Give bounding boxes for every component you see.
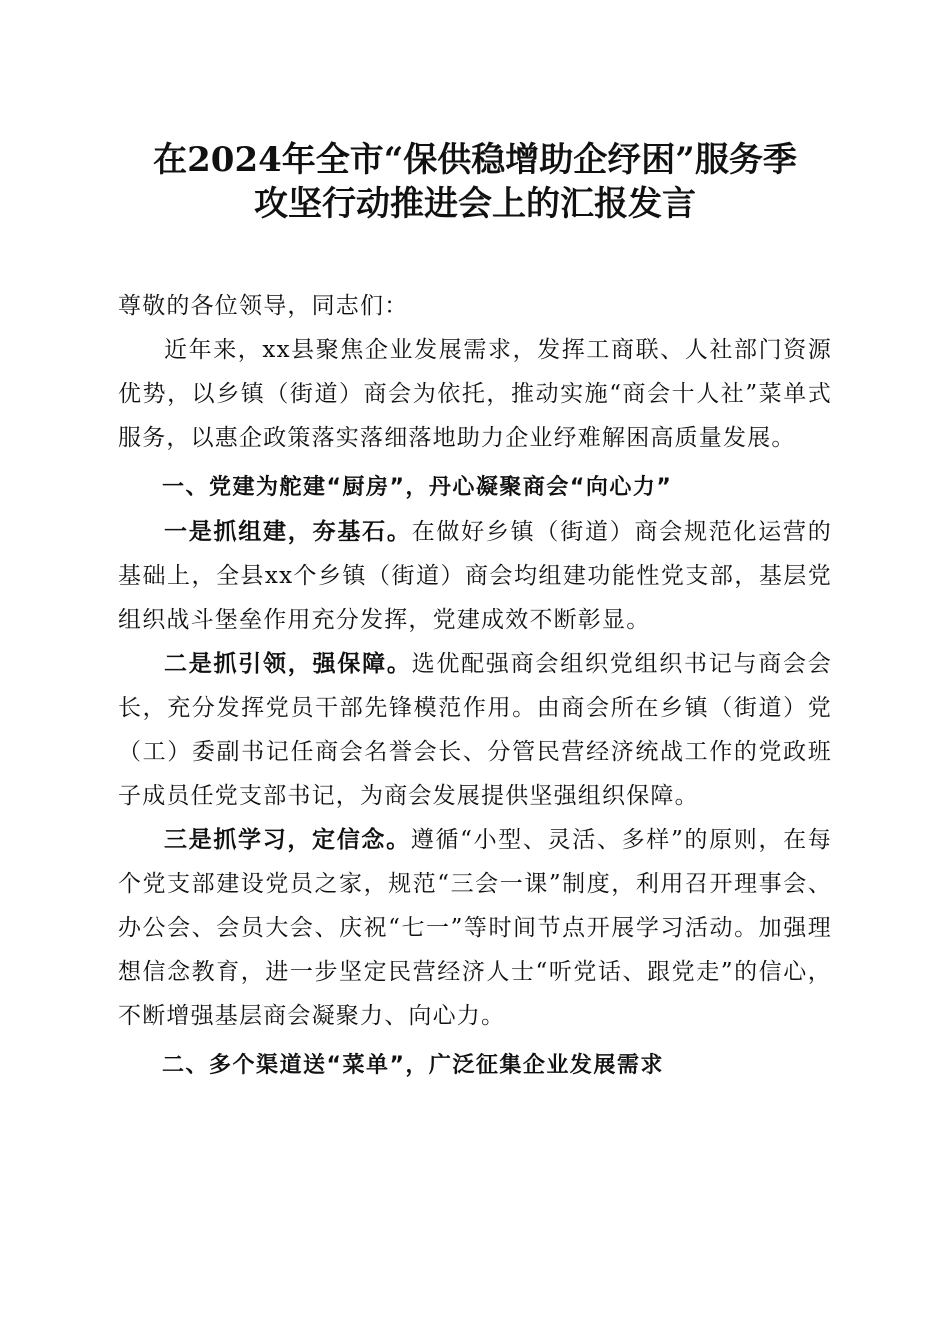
item-2-lead: 二是抓引领，强保障。 <box>164 650 412 677</box>
item-3-lead: 三是抓学习，定信念。 <box>164 826 411 853</box>
document-title <box>118 138 832 226</box>
item-3-text: 遵循“小型、灵活、多样”的原则，在每个党支部建设党员之家，规范“三会一课”制度，利用召开理事会、办公会、会员大会、庆祝“七一”等时间节点开展学习活动。加强理想信念教育，进一步坚定民营经济人士“听党话、跟党走”的信心，不断增强基层商会凝聚力、向心力。 <box>118 827 833 1029</box>
intro-paragraph: 近年来，xx县聚焦企业发展需求，发挥工商联、人社部门资源优势，以乡镇（街道）商会为依托，推动实施“商会十人社”菜单式服务，以惠企政策落实落细落地助力企业纾难解困高质量发展。 <box>118 337 832 451</box>
document-body <box>118 284 832 1088</box>
section-2-heading: 二、多个渠道送“菜单”，广泛征集企业发展需求 <box>162 1053 664 1078</box>
section-1-item-1 <box>118 510 832 642</box>
item-2-text: 选优配强商会组织党组织书记与商会会长，充分发挥党员干部先锋模范作用。由商会所在乡镇（街道）党（工）委副书记任商会名誉会长、分管民营经济统战工作的党政班子成员任党支部书记，为商会发展提供坚强组织保障。 <box>118 651 833 809</box>
section-1-heading: 一、党建为舵建“厨房”，丹心凝聚商会“向心力” <box>162 475 673 500</box>
section-1-item-3 <box>118 818 832 1038</box>
item-1-text: 在做好乡镇（街道）商会规范化运营的基础上，全县xx个乡镇（街道）商会均组建功能性党支部，基层党组织战斗堡垒作用充分发挥，党建成效不断彰显。 <box>118 519 833 633</box>
title-line-2: 攻坚行动推进会上的汇报发言 <box>254 184 696 224</box>
title-line-1: 在2024年全市“保供稳增助企纾困”服务季 <box>153 140 797 180</box>
section-1-item-2 <box>118 642 832 818</box>
document-page <box>118 138 832 1088</box>
salutation: 尊敬的各位领导，同志们： <box>118 293 409 319</box>
item-1-lead: 一是抓组建，夯基石。 <box>164 518 412 545</box>
